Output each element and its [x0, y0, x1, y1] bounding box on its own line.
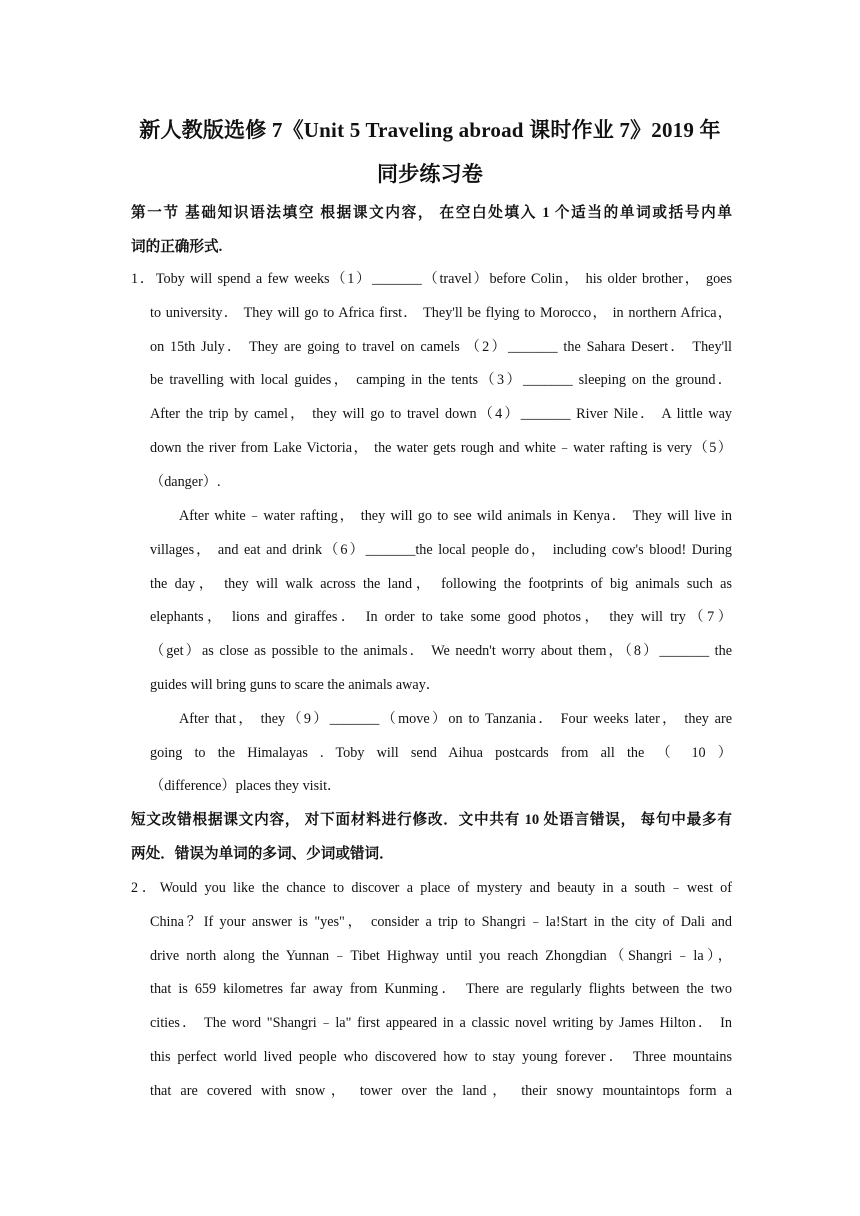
- q2-line: that is 659 kilometres far away from Kunming． There are regularly flights between the two: [150, 981, 732, 997]
- q1-line: the day， they will walk across the land， following the footprints of big animals such as: [150, 576, 732, 592]
- q1-line: elephants， lions and giraffes． In order to take some good photos， they will try（7）: [150, 609, 732, 625]
- q1-line: （difference）places they visit．: [150, 778, 342, 794]
- q1-line: After that， they（9）_______（move）on to Tanzania． Four weeks later， they are: [179, 711, 732, 727]
- section-2-instruction-cont: 两处．错误为单词的多词、少词或错词．: [131, 846, 394, 862]
- section-2-instruction: 短文改错根据课文内容， 对下面材料进行修改．文中共有 10 处语言错误， 每句中最多有: [131, 812, 732, 828]
- q1-line: （danger）.: [150, 474, 221, 490]
- section-1-instruction: 第一节 基础知识语法填空 根据课文内容， 在空白处填入 1 个适当的单词或括号内单: [131, 205, 732, 221]
- q1-line: 1．Toby will spend a few weeks（1）_______（travel）before Colin， his older brother， goes: [131, 271, 732, 287]
- document-title-line-1: 新人教版选修 7《Unit 5 Traveling abroad 课时作业 7》2019 年: [139, 118, 721, 142]
- q2-line: this perfect world lived people who discovered how to stay young forever． Three mountains: [150, 1049, 732, 1065]
- q1-line: After white﹣water rafting， they will go to see wild animals in Kenya． They will live in: [179, 508, 732, 524]
- q1-line: After the trip by camel， they will go to travel down（4）_______ River Nile． A little way: [150, 406, 732, 422]
- q2-line: 2．Would you like the chance to discover a place of mystery and beauty in a south﹣west of: [131, 880, 732, 896]
- q1-line: （get）as close as possible to the animals． We needn't worry about them，（8）_______ the: [150, 643, 732, 659]
- document-title-line-2: 同步练习卷: [377, 162, 483, 186]
- q1-line: villages， and eat and drink（6）_______the local people do， including cow's blood! During: [150, 542, 732, 558]
- q1-line: on 15th July． They are going to travel on camels （2）_______ the Sahara Desert． They'll: [150, 339, 732, 355]
- q2-line: China？If your answer is "yes"， consider a trip to Shangri﹣la!Start in the city of Dali and: [150, 914, 732, 930]
- q2-line: that are covered with snow， tower over the land， their snowy mountaintops form a: [150, 1083, 732, 1099]
- q1-line: be travelling with local guides， camping in the tents（3）_______ sleeping on the ground．: [150, 372, 732, 388]
- q1-line: going to the Himalayas . Toby will send Aihua postcards from all the （ 10 ）: [150, 745, 732, 761]
- q1-line: guides will bring guns to scare the animals away．: [150, 677, 440, 693]
- q2-line: cities． The word "Shangri﹣la" first appeared in a classic novel writing by James Hilton． In: [150, 1015, 732, 1031]
- section-1-instruction-cont: 词的正确形式.: [131, 239, 223, 255]
- q1-line: down the river from Lake Victoria， the water gets rough and white﹣water rafting is very（5）: [150, 440, 732, 456]
- q2-line: drive north along the Yunnan﹣Tibet Highway until you reach Zhongdian（Shangri﹣la），: [150, 948, 732, 964]
- q1-line: to university． They will go to Africa first． They'll be flying to Morocco， in northern Africa，: [150, 305, 732, 321]
